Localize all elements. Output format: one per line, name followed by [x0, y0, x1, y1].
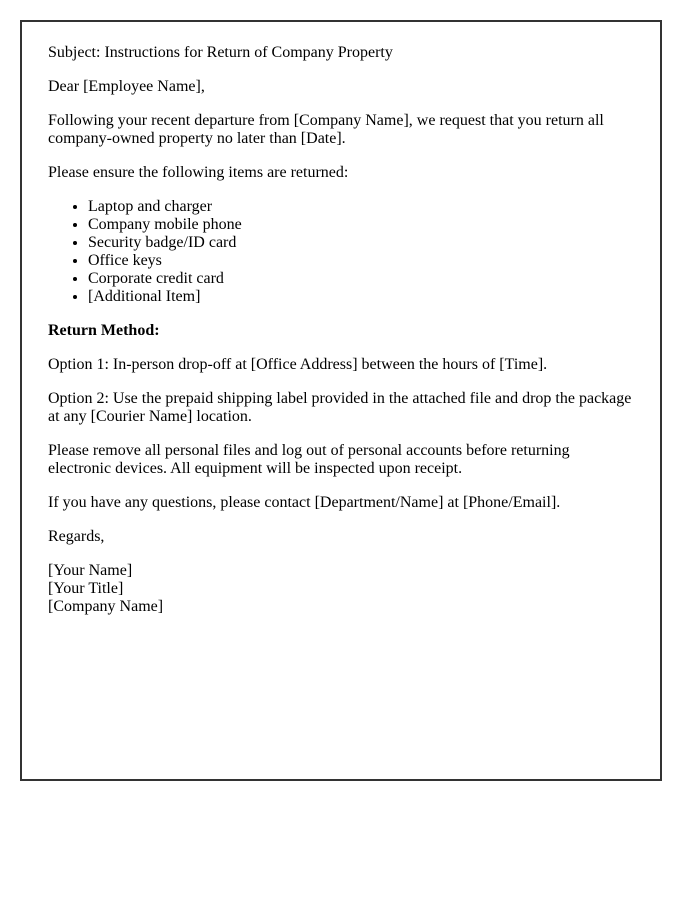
signature-title: [Your Title]	[48, 580, 124, 597]
signature-name: [Your Name]	[48, 562, 133, 579]
property-items-list	[48, 198, 634, 306]
letter-document	[20, 20, 662, 781]
list-item: • Office keys	[88, 252, 634, 270]
option-1-paragraph: Option 1: In-person drop-off at [Office Address] between the hours of [Time].	[48, 356, 548, 373]
items-intro: Please ensure the following items are returned:	[48, 164, 349, 181]
list-item: • Corporate credit card	[88, 270, 634, 288]
personal-files-paragraph: Please remove all personal files and log out of personal accounts before returning electronic devices. All equipment will be inspected upon receipt.	[48, 442, 570, 477]
list-item: • Company mobile phone	[88, 216, 634, 234]
contact-paragraph: If you have any questions, please contact [Department/Name] at [Phone/Email].	[48, 494, 561, 511]
list-item: • Security badge/ID card	[88, 234, 634, 252]
signature-company: [Company Name]	[48, 598, 164, 615]
salutation: Dear [Employee Name],	[48, 78, 205, 95]
closing: Regards,	[48, 528, 105, 545]
list-item: • Laptop and charger	[88, 198, 634, 216]
list-item: • [Additional Item]	[88, 288, 634, 306]
option-2-paragraph: Option 2: Use the prepaid shipping label provided in the attached file and drop the package at any [Courier Name] location.	[48, 390, 632, 425]
intro-paragraph: Following your recent departure from [Company Name], we request that you return all company-owned property no later than [Date].	[48, 112, 604, 147]
subject-line: Subject: Instructions for Return of Company Property	[48, 44, 393, 61]
return-method-heading: Return Method:	[48, 322, 160, 339]
